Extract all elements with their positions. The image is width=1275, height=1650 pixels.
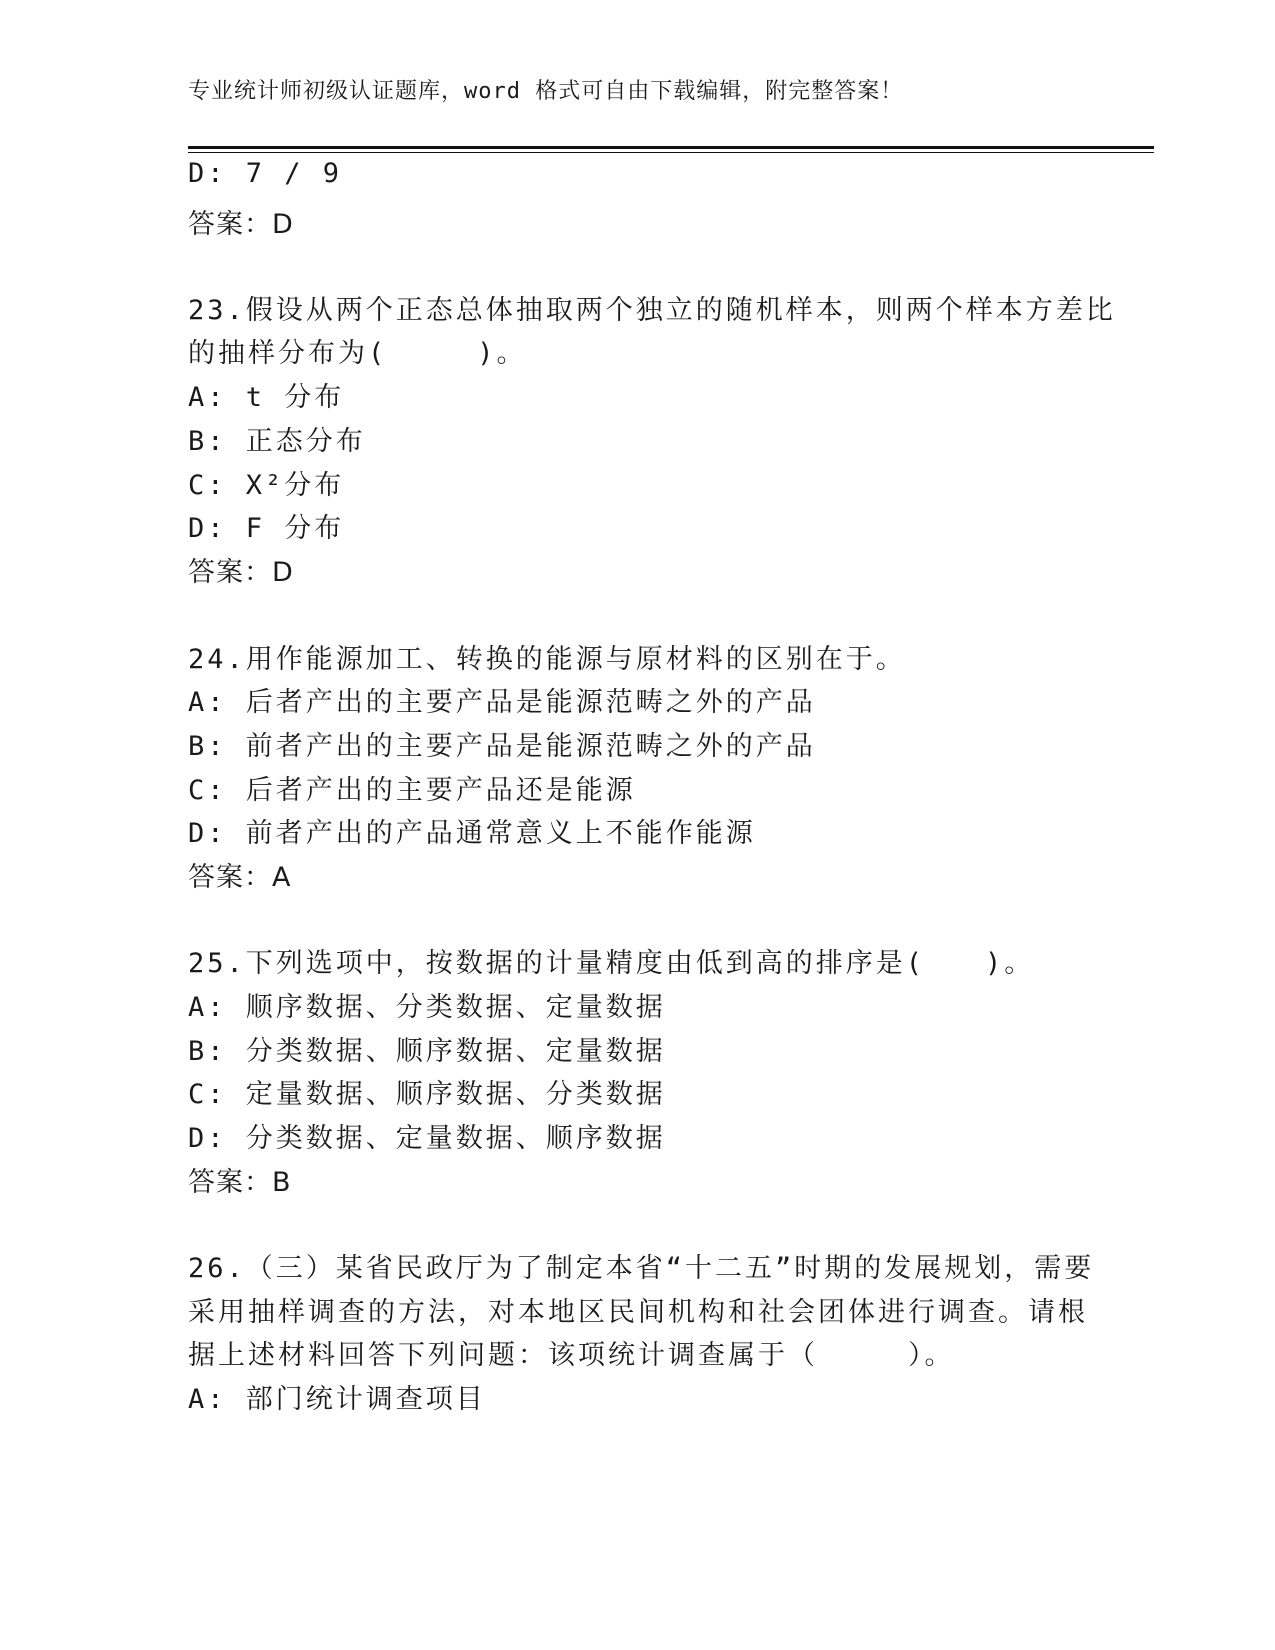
q26-option-a: A: 部门统计调查项目 (188, 1384, 486, 1415)
q24-stem-line1: 24.用作能源加工、转换的能源与原材料的区别在于。 (188, 644, 906, 675)
q25-answer: 答案：B (188, 1167, 292, 1198)
q24-answer: 答案：A (188, 862, 292, 893)
q25-stem-line1: 25.下列选项中，按数据的计量精度由低到高的排序是( )。 (188, 948, 1035, 979)
q23-option-c: C: X²分布 (188, 470, 345, 501)
header-rule-thick (188, 146, 1154, 149)
q23-option-d: D: F 分布 (188, 513, 345, 544)
q25-option-b: B: 分类数据、顺序数据、定量数据 (188, 1036, 666, 1067)
q22-option-d: D: 7 / 9 (188, 158, 343, 189)
q23-option-a: A: t 分布 (188, 382, 345, 413)
page-header: 专业统计师初级认证题库，word 格式可自由下载编辑，附完整答案！ (188, 79, 904, 104)
q23-answer: 答案：D (188, 557, 294, 588)
q23-option-b: B: 正态分布 (188, 426, 366, 457)
q23-stem-line1: 23.假设从两个正态总体抽取两个独立的随机样本，则两个样本方差比 (188, 295, 1116, 326)
q25-option-c: C: 定量数据、顺序数据、分类数据 (188, 1079, 666, 1110)
header-rule-thin (188, 152, 1154, 153)
q24-option-a: A: 后者产出的主要产品是能源范畴之外的产品 (188, 687, 816, 718)
q25-option-a: A: 顺序数据、分类数据、定量数据 (188, 992, 666, 1023)
q23-stem-line2: 的抽样分布为( )。 (188, 338, 527, 369)
q26-stem-line1: 26.（三）某省民政厅为了制定本省“十二五”时期的发展规划，需要 (188, 1253, 1095, 1284)
q24-option-b: B: 前者产出的主要产品是能源范畴之外的产品 (188, 731, 816, 762)
q22-answer: 答案：D (188, 209, 294, 240)
q24-option-d: D: 前者产出的产品通常意义上不能作能源 (188, 818, 756, 849)
q26-stem-line3: 据上述材料回答下列问题：该项统计调查属于（ ）。 (188, 1340, 955, 1371)
q26-stem-line2: 采用抽样调查的方法，对本地区民间机构和社会团体进行调查。请根 (188, 1297, 1088, 1328)
q25-option-d: D: 分类数据、定量数据、顺序数据 (188, 1123, 666, 1154)
q24-option-c: C: 后者产出的主要产品还是能源 (188, 775, 636, 806)
